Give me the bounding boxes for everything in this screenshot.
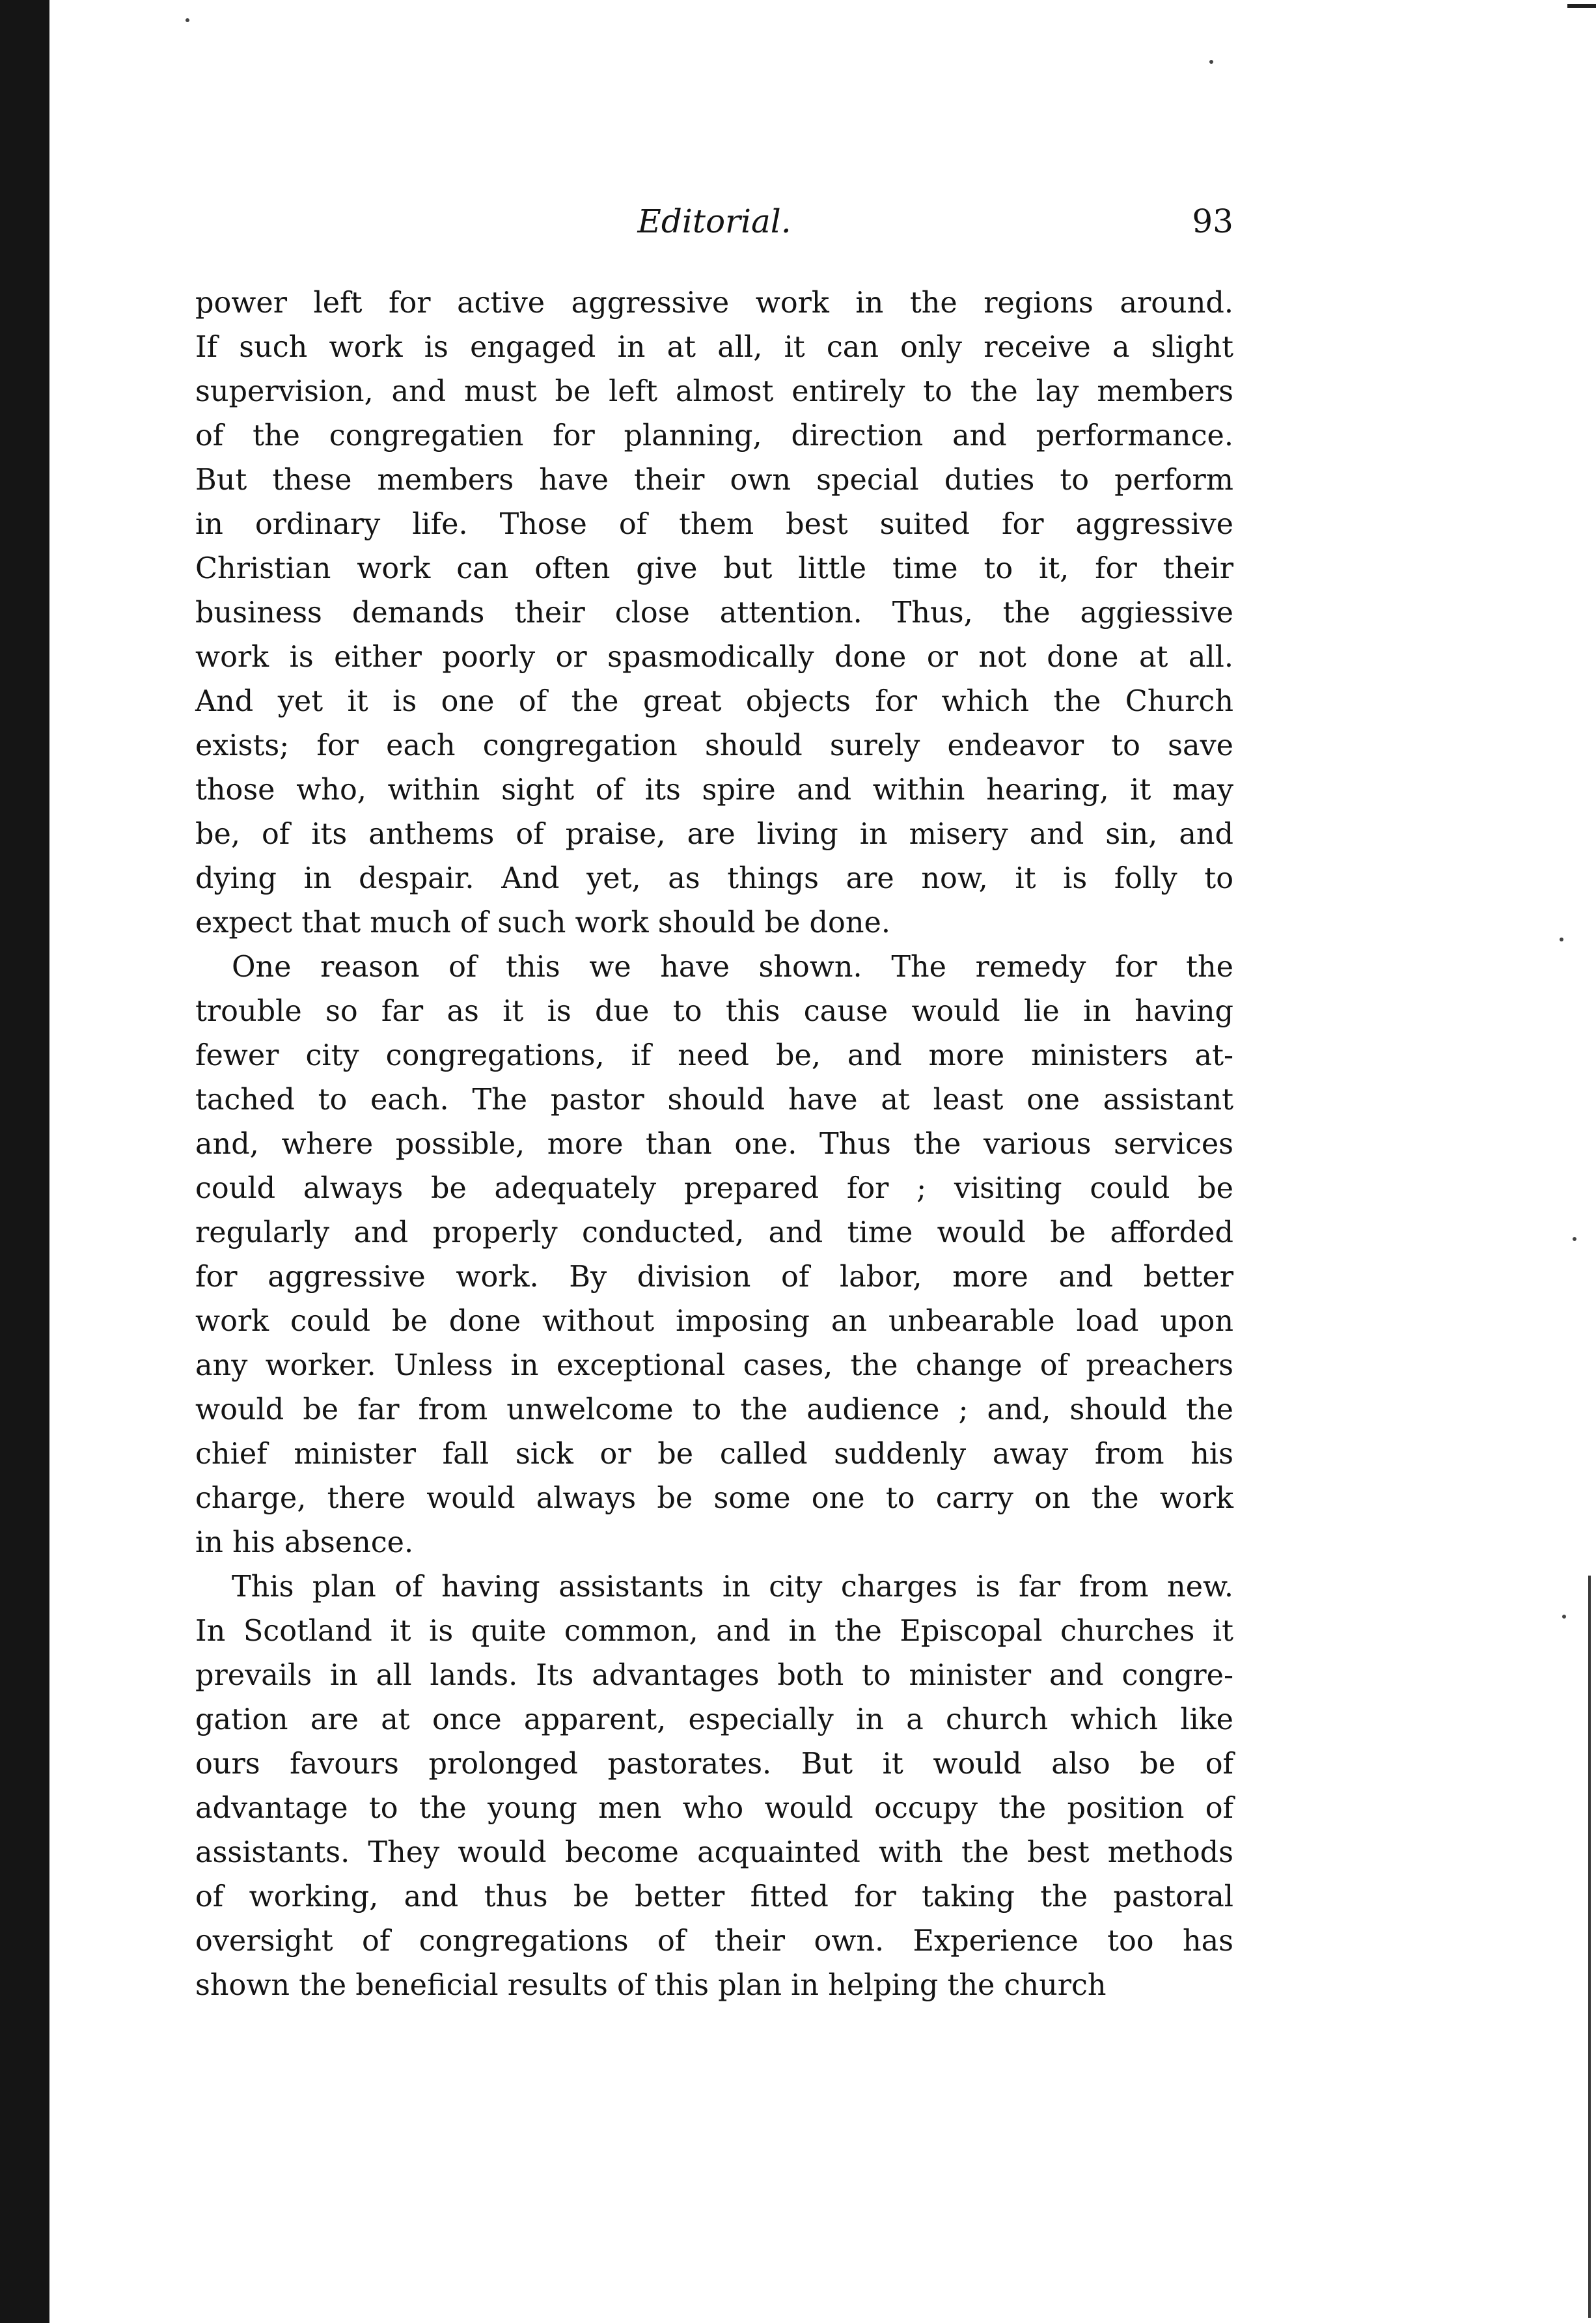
text-line: power left for active aggressive work in the regions around. [195, 286, 1233, 320]
text-line: gation are at once apparent, especially in a church which like [195, 1703, 1233, 1736]
speck [1560, 938, 1563, 941]
text-line: work is either poorly or spasmodically done or not done at all. [195, 641, 1233, 674]
text-line: those who, within sight of its spire and within hearing, it may [195, 773, 1233, 807]
text-line: of working, and thus be better fitted for taking the pastoral [195, 1880, 1233, 1913]
text-line: regularly and properly conducted, and time would be afforded [195, 1216, 1233, 1249]
text-line: dying in despair. And yet, as things are now, it is folly to [195, 862, 1233, 895]
text-line: prevails in all lands. Its advantages both to minister and congre- [195, 1659, 1233, 1692]
text-line: trouble so far as it is due to this cause would lie in having [195, 995, 1233, 1028]
text-line: work could be done without imposing an unbearable load upon [195, 1305, 1233, 1338]
text-line: expect that much of such work should be done. [195, 906, 890, 939]
paragraph [195, 945, 1233, 1565]
text-line: ours favours prolonged pastorates. But it would also be of [195, 1747, 1233, 1781]
text-line: chief minister fall sick or be called suddenly away from his [195, 1438, 1233, 1471]
text-line: tached to each. The pastor should have at least one assistant [195, 1083, 1233, 1117]
text-line: in ordinary life. Those of them best suited for aggressive [195, 508, 1233, 541]
paragraph [195, 281, 1233, 945]
running-head [195, 195, 1233, 247]
page-edge-shadow [1588, 1576, 1591, 2318]
text-line: be, of its anthems of praise, are living in misery and sin, and [195, 818, 1233, 851]
text-line: shown the beneficial results of this plan in helping the church [195, 1969, 1107, 2002]
text-line: would be far from unwelcome to the audience ; and, should the [195, 1393, 1233, 1426]
body-text [195, 281, 1233, 2008]
text-line: of the congregatien for planning, direction and performance. [195, 419, 1233, 452]
text-line: supervision, and must be left almost entirely to the lay members [195, 375, 1233, 408]
binding-shadow [0, 0, 49, 2323]
text-line: any worker. Unless in exceptional cases, the change of preachers [195, 1349, 1233, 1382]
text-line: for aggressive work. By division of labor, more and better [195, 1260, 1233, 1294]
text-line: But these members have their own special duties to perform [195, 464, 1233, 497]
corner-mark [1567, 4, 1596, 8]
page-number: 93 [1192, 202, 1233, 240]
text-line: In Scotland it is quite common, and in the Episcopal churches it [195, 1615, 1233, 1648]
text-line: business demands their close attention. Thus, the aggiessive [195, 596, 1233, 630]
text-line: One reason of this we have shown. The remedy for the [232, 951, 1233, 984]
text-line: could always be adequately prepared for ; visiting could be [195, 1172, 1233, 1205]
text-line: assistants. They would become acquainted with the best methods [195, 1836, 1233, 1869]
speck [1573, 1237, 1576, 1241]
speck [1562, 1615, 1566, 1619]
text-line: This plan of having assistants in city charges is far from new. [232, 1570, 1233, 1604]
text-line: And yet it is one of the great objects for which the Church [195, 685, 1233, 718]
running-title: Editorial. [637, 202, 791, 240]
text-line: exists; for each congregation should surely endeavor to save [195, 729, 1233, 762]
speck [1209, 60, 1213, 64]
paragraph [195, 1565, 1233, 2008]
text-line: in his absence. [195, 1526, 414, 1559]
text-line: charge, there would always be some one to carry on the work [195, 1482, 1233, 1515]
text-line: oversight of congregations of their own. Experience too has [195, 1925, 1233, 1958]
text-line: If such work is engaged in at all, it can only receive a slight [195, 331, 1233, 364]
text-line: advantage to the young men who would occupy the position of [195, 1792, 1233, 1825]
text-line: fewer city congregations, if need be, and more ministers at- [195, 1039, 1233, 1072]
text-line: Christian work can often give but little time to it, for their [195, 552, 1233, 585]
text-line: and, where possible, more than one. Thus the various services [195, 1128, 1233, 1161]
speck [186, 18, 189, 22]
